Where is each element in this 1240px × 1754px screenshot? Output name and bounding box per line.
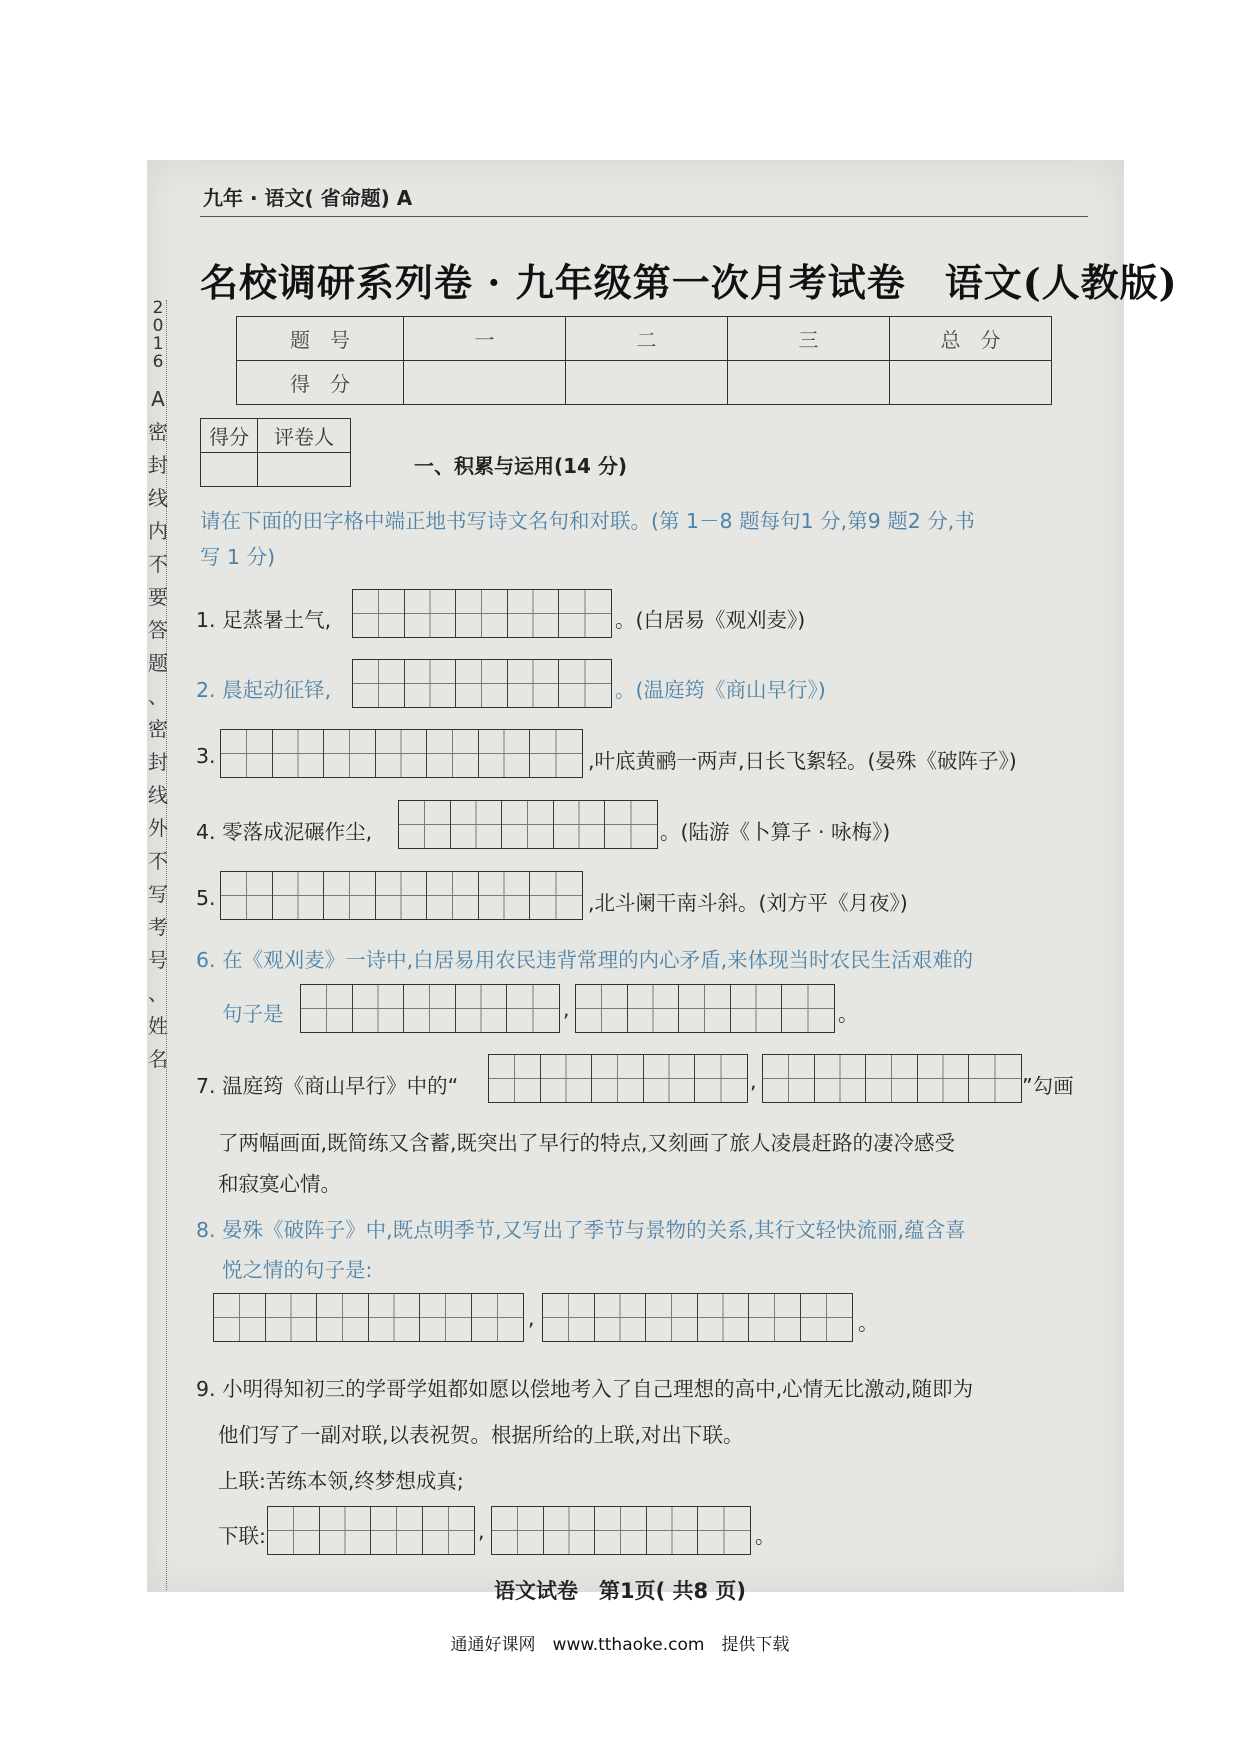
q2-suffix: 。(温庭筠《商山早行》) [615,678,826,702]
score-table-cell: 得 分 [237,361,404,405]
score-table-cell: 总 分 [890,317,1052,361]
score-table-cell: 二 [566,317,728,361]
q9-line2: 他们写了一副对联,以表祝贺。根据所给的上联,对出下联。 [218,1423,744,1447]
q8-mid: , [528,1306,535,1330]
binding-sidebar [147,300,169,1076]
q7-answer-grid-2[interactable] [762,1054,1022,1103]
score-table-header-row [237,317,1052,361]
q3-answer-grid[interactable] [220,729,583,778]
header-tag: 九年 · 语文( 省命题) A [203,186,413,210]
grader-score-label: 得分 [201,419,258,453]
year-digits: 2 0 1 6 [152,298,164,372]
q5-answer-grid[interactable] [220,871,583,920]
q4-prefix: 4. 零落成泥碾作尘, [196,820,373,844]
q9-answer-grid-2[interactable] [491,1506,751,1555]
q7-line2: 了两幅画面,既简练又含蓄,既突出了早行的特点,又刻画了旅人凌晨赶路的凄冷感受 [218,1131,956,1155]
q1-answer-grid[interactable] [352,589,612,638]
q8-answer-grid-1[interactable] [213,1293,524,1342]
score-table-cell: 三 [728,317,890,361]
score-input-2[interactable] [566,361,728,405]
q6-answer-grid-1[interactable] [300,984,560,1033]
grader-score-field[interactable] [201,453,258,487]
q2-answer-grid[interactable] [352,659,612,708]
q9-line1: 9. 小明得知初三的学哥学姐都如愿以偿地考入了自己理想的高中,心情无比激动,随即为 [196,1377,974,1401]
download-credit: 通通好课网 www.tthaoke.com 提供下载 [450,1635,790,1655]
q7-answer-grid-1[interactable] [488,1054,748,1103]
page-footer: 语文试卷 第1页( 共8 页) [493,1579,747,1603]
q8-answer-grid-2[interactable] [542,1293,853,1342]
q3-suffix: ,叶底黄鹂一两声,日长飞絮轻。(晏殊《破阵子》) [588,749,1017,773]
q8-line1: 8. 晏殊《破阵子》中,既点明季节,又写出了季节与景物的关系,其行文轻快流丽,蕴含喜 [196,1218,966,1242]
q9-suffix: 。 [755,1524,776,1548]
binding-text: A 密 封 线 内 不 要 答 题 、 密 封 线 外 不 写 考 号 、 姓 名 [148,387,168,1072]
q7-mid: , [750,1069,757,1093]
q9-upper-couplet: 上联:苦练本领,终梦想成真; [218,1469,464,1493]
grader-name-field[interactable] [258,453,351,487]
q1-suffix: 。(白居易《观刈麦》) [615,608,806,632]
instruction-line-1: 请在下面的田字格中端正地书写诗文名句和对联。(第 1－8 题每句1 分,第9 题2 分,书 [200,509,975,533]
instruction-line-2: 写 1 分) [200,545,276,569]
score-input-3[interactable] [728,361,890,405]
q7-suffix: ”勾画 [1022,1074,1074,1098]
q8-line2: 悦之情的句子是: [222,1258,373,1282]
section-title: 一、积累与运用(14 分) [414,454,628,478]
score-input-1[interactable] [404,361,566,405]
q7-line3: 和寂寞心情。 [218,1172,341,1196]
q6-answer-grid-2[interactable] [575,984,835,1033]
score-table-cell: 一 [404,317,566,361]
q4-answer-grid[interactable] [398,800,658,849]
page-title: 名校调研系列卷 · 九年级第一次月考试卷 语文(人教版) [200,260,1178,305]
grader-box [200,418,351,487]
score-table [236,316,1052,405]
q8-suffix: 。 [858,1311,879,1335]
q2-prefix: 2. 晨起动征铎, [196,678,332,702]
q9-lower-label: 下联: [218,1524,266,1548]
q6-line1: 6. 在《观刈麦》一诗中,白居易用农民违背常理的内心矛盾,来体现当时农民生活艰难的 [196,948,974,972]
score-input-total[interactable] [890,361,1052,405]
score-table-score-row [237,361,1052,405]
q1-prefix: 1. 足蒸暑土气, [196,608,332,632]
q5-prefix: 5. [196,886,216,910]
q6-mid: , [563,997,570,1021]
q6-prefix: 句子是 [222,1002,284,1026]
q9-mid: , [478,1519,485,1543]
q6-suffix: 。 [838,1002,859,1026]
score-table-cell: 题 号 [237,317,404,361]
q3-prefix: 3. [196,744,216,768]
q7-prefix: 7. 温庭筠《商山早行》中的“ [196,1074,459,1098]
header-divider [200,216,1088,217]
q5-suffix: ,北斗阑干南斗斜。(刘方平《月夜》) [588,891,908,915]
q9-answer-grid-1[interactable] [267,1506,475,1555]
grader-name-label: 评卷人 [258,419,351,453]
q4-suffix: 。(陆游《卜算子 · 咏梅》) [660,820,891,844]
